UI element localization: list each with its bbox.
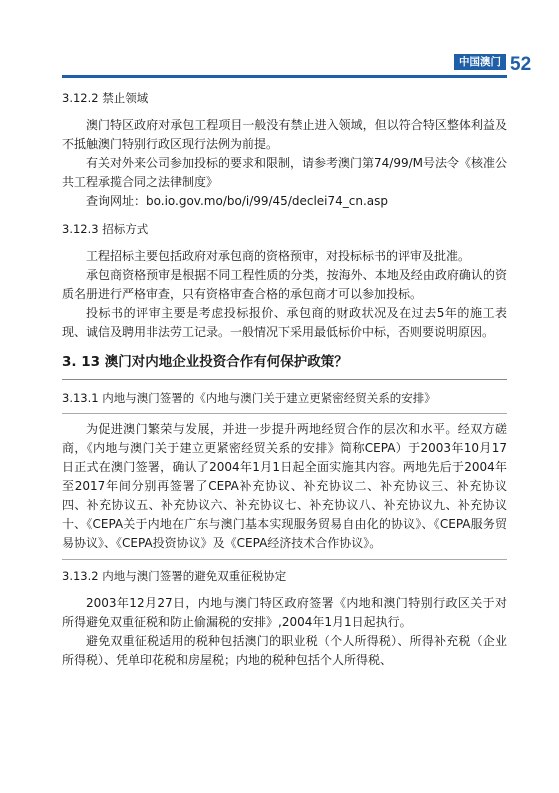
- page-body: [62, 82, 507, 670]
- page-number: 52: [510, 54, 532, 75]
- divider: [62, 413, 507, 414]
- section-tag: 中国澳门: [454, 54, 506, 70]
- paragraph: 投标书的评审主要是考虑投标报价、承包商的财政状况及在过去5年的施工表现、诚信及聘用非法劳工记录。一般情况下采用最低标价中标，否则要说明原因。: [62, 306, 507, 339]
- paragraph: 为促进澳门繁荣与发展，并进一步提升两地经贸合作的层次和水平。经双方磋商，《内地与澳门关于建立更紧密经贸关系的安排》简称CEPA）于2003年10月17日正式在澳门签署，确认了2004年1月1日起全面实施其内容。两地先后于2004年至2017年间分别再签署了CEPA补充协议、补充协议二、补充协议三、补充协议四、补充协议五、补充协议六、补充协议七、补充协议八、补充协议九、补充协议十、《CEPA关于内地在广东与澳门基本实现服务贸易自由化的协议》、《CEPA服务贸易协议》、《CEPA投资协议》及《CEPA经济技术合作协议》。: [62, 422, 507, 550]
- paragraph: 避免双重征税适用的税种包括澳门的职业税（个人所得税）、所得补充税（企业所得税）、凭单印花税和房屋税；内地的税种包括个人所得税、: [62, 634, 507, 667]
- heading-3-13: 3. 13 澳门对内地企业投资合作有何保护政策？: [62, 354, 348, 370]
- paragraph: 澳门特区政府对承包工程项目一般没有禁止进入领域，但以符合特区整体利益及不抵触澳门特别行政区现行法例为前提。: [62, 118, 507, 151]
- section-divider: [62, 379, 507, 380]
- heading-3-12-3: 3.12.3 招标方式: [62, 222, 149, 236]
- heading-3-13-1: 3.13.1 内地与澳门签署的《内地与澳门关于建立更紧密经贸关系的安排》: [62, 391, 436, 405]
- divider: [62, 559, 507, 560]
- paragraph: 2003年12月27日，内地与澳门特区政府签署《内地和澳门特别行政区关于对所得避免双重征税和防止偷漏税的安排》,2004年1月1日起执行。: [62, 596, 507, 629]
- query-url: 查询网址：bo.io.gov.mo/bo/i/99/45/declei74_cn.asp: [86, 194, 389, 208]
- paragraph: 工程招标主要包括政府对承包商的资格预审，对投标标书的评审及批准。: [86, 249, 471, 263]
- heading-3-12-2: 3.12.2 禁止领域: [62, 91, 149, 105]
- heading-3-13-2: 3.13.2 内地与澳门签署的避免双重征税协定: [62, 569, 287, 583]
- paragraph: 承包商资格预审是根据不同工程性质的分类，按海外、本地及经由政府确认的资质名册进行严格审查，只有资格审查合格的承包商才可以参加投标。: [62, 268, 507, 301]
- paragraph: 有关对外来公司参加投标的要求和限制，请参考澳门第74/99/M号法令《核准公共工程承揽合同之法律制度》: [62, 156, 507, 189]
- header-rule: [62, 75, 507, 78]
